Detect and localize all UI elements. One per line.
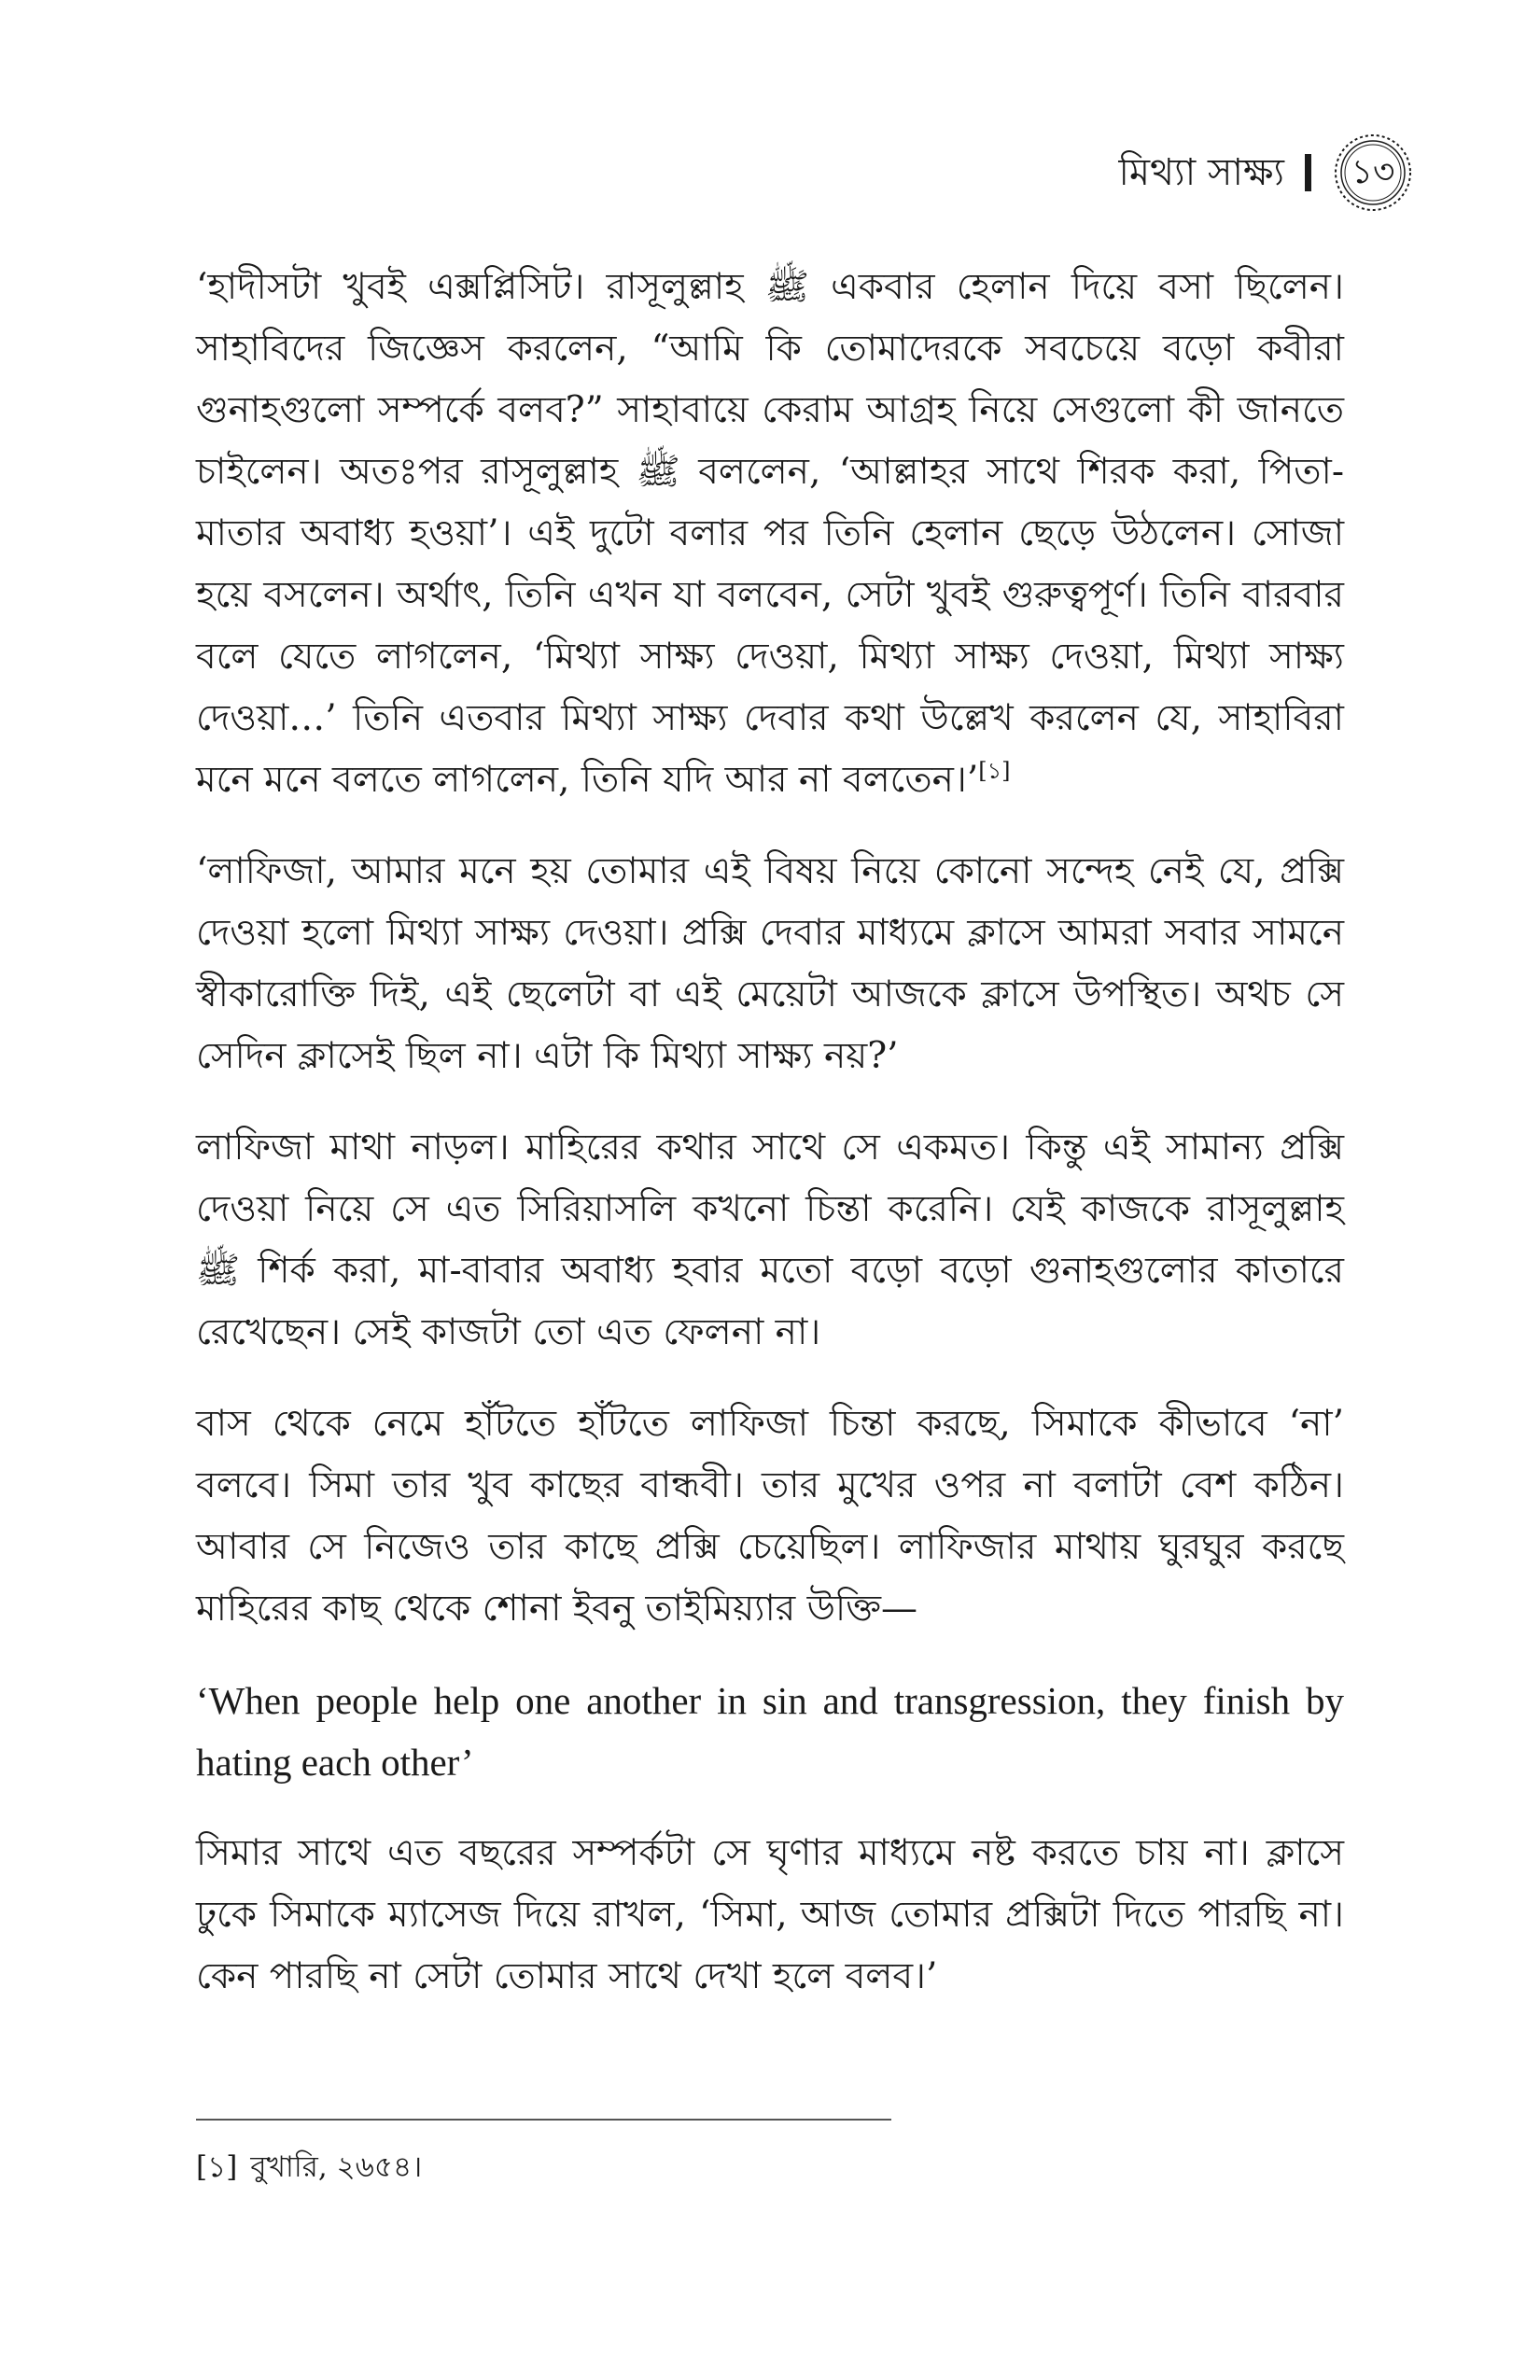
footnote-divider [196, 2119, 891, 2121]
page-number-badge [1332, 132, 1414, 214]
footnote-mark: [১] [196, 2150, 238, 2184]
footnote-text: বুখারি, ২৬৫৪। [250, 2150, 423, 2184]
paragraph-text: ‘হাদীসটা খুবই এক্সপ্লিসিট। রাসূলুল্লাহ ﷺ একবার হেলান দিয়ে বসা ছিলেন। সাহাবিদের জিজ্ঞেস করলেন, “আমি কি তোমাদেরকে সবচেয়ে বড়ো কবীরা গুনাহগুলো সম্পর্কে বলব?” সাহাবায়ে কেরাম আগ্রহ নিয়ে সেগুলো কী জানতে চাইলেন। অতঃপর রাসূলুল্লাহ ﷺ বললেন, ‘আল্লাহর সাথে শিরক করা, পিতা-মাতার অবাধ্য হওয়া’। এই দুটো বলার পর তিনি হেলান ছেড়ে উঠলেন। সোজা হয়ে বসলেন। অর্থাৎ, তিনি এখন যা বলবেন, সেটা খুবই গুরুত্বপূর্ণ। তিনি বারবার বলে যেতে লাগলেন, ‘মিথ্যা সাক্ষ্য দেওয়া, মিথ্যা সাক্ষ্য দেওয়া, মিথ্যা সাক্ষ্য দেওয়া…’ তিনি এতবার মিথ্যা সাক্ষ্য দেবার কথা উল্লেখ করলেন যে, সাহাবিরা মনে মনে বলতে লাগলেন, তিনি যদি আর না বলতেন।’ [196, 266, 1345, 801]
page-body [196, 257, 1344, 2037]
header-divider-bar [1305, 154, 1311, 191]
running-title: মিথ্যা সাক্ষ্য [1118, 151, 1284, 194]
paragraph-hadith [196, 257, 1344, 811]
footnote-reference: [১] [978, 758, 1011, 784]
paragraph-message-sima: সিমার সাথে এত বছরের সম্পর্কটা সে ঘৃণার মাধ্যমে নষ্ট করতে চায় না। ক্লাসে ঢুকে সিমাকে ম্যাসেজ দিয়ে রাখল, ‘সিমা, আজ তোমার প্রক্সিটা দিতে পারছি না। কেন পারছি না সেটা তোমার সাথে দেখা হলে বলব।’ [196, 1832, 1344, 1997]
paragraph-lafiza-agrees: লাফিজা মাথা নাড়ল। মাহিরের কথার সাথে সে একমত। কিন্তু এই সামান্য প্রক্সি দেওয়া নিয়ে সে এত সিরিয়াসলি কখনো চিন্তা করেনি। যেই কাজকে রাসূলুল্লাহ ﷺ শির্ক করা, মা-বাবার অবাধ্য হবার মতো বড়ো বড়ো গুনাহগুলোর কাতারে রেখেছেন। সেই কাজটা তো এত ফেলনা না। [196, 1127, 1344, 1353]
page-header [1118, 131, 1414, 215]
paragraph-bus-walk: বাস থেকে নেমে হাঁটতে হাঁটতে লাফিজা চিন্তা করছে, সিমাকে কীভাবে ‘না’ বলবে। সিমা তার খুব কাছের বান্ধবী। তার মুখের ওপর না বলাটা বেশ কঠিন। আবার সে নিজেও তার কাছে প্রক্সি চেয়েছিল। লাফিজার মাথায় ঘুরঘুর করছে মাহিরের কাছ থেকে শোনা ইবনু তাইমিয়্যার উক্তি— [196, 1403, 1344, 1630]
footnote [196, 2147, 1344, 2188]
paragraph-quote-english: ‘When people help one another in sin and transgression, they finish by hating each other’ [196, 1679, 1344, 1784]
page-number: ১৩ [1351, 153, 1395, 191]
paragraph-proxy-question: ‘লাফিজা, আমার মনে হয় তোমার এই বিষয় নিয়ে কোনো সন্দেহ নেই যে, প্রক্সি দেওয়া হলো মিথ্যা সাক্ষ্য দেওয়া। প্রক্সি দেবার মাধ্যমে ক্লাসে আমরা সবার সামনে স্বীকারোক্তি দিই, এই ছেলেটা বা এই মেয়েটা আজকে ক্লাসে উপস্থিত। অথচ সে সেদিন ক্লাসেই ছিল না। এটা কি মিথ্যা সাক্ষ্য নয়?’ [196, 850, 1344, 1077]
